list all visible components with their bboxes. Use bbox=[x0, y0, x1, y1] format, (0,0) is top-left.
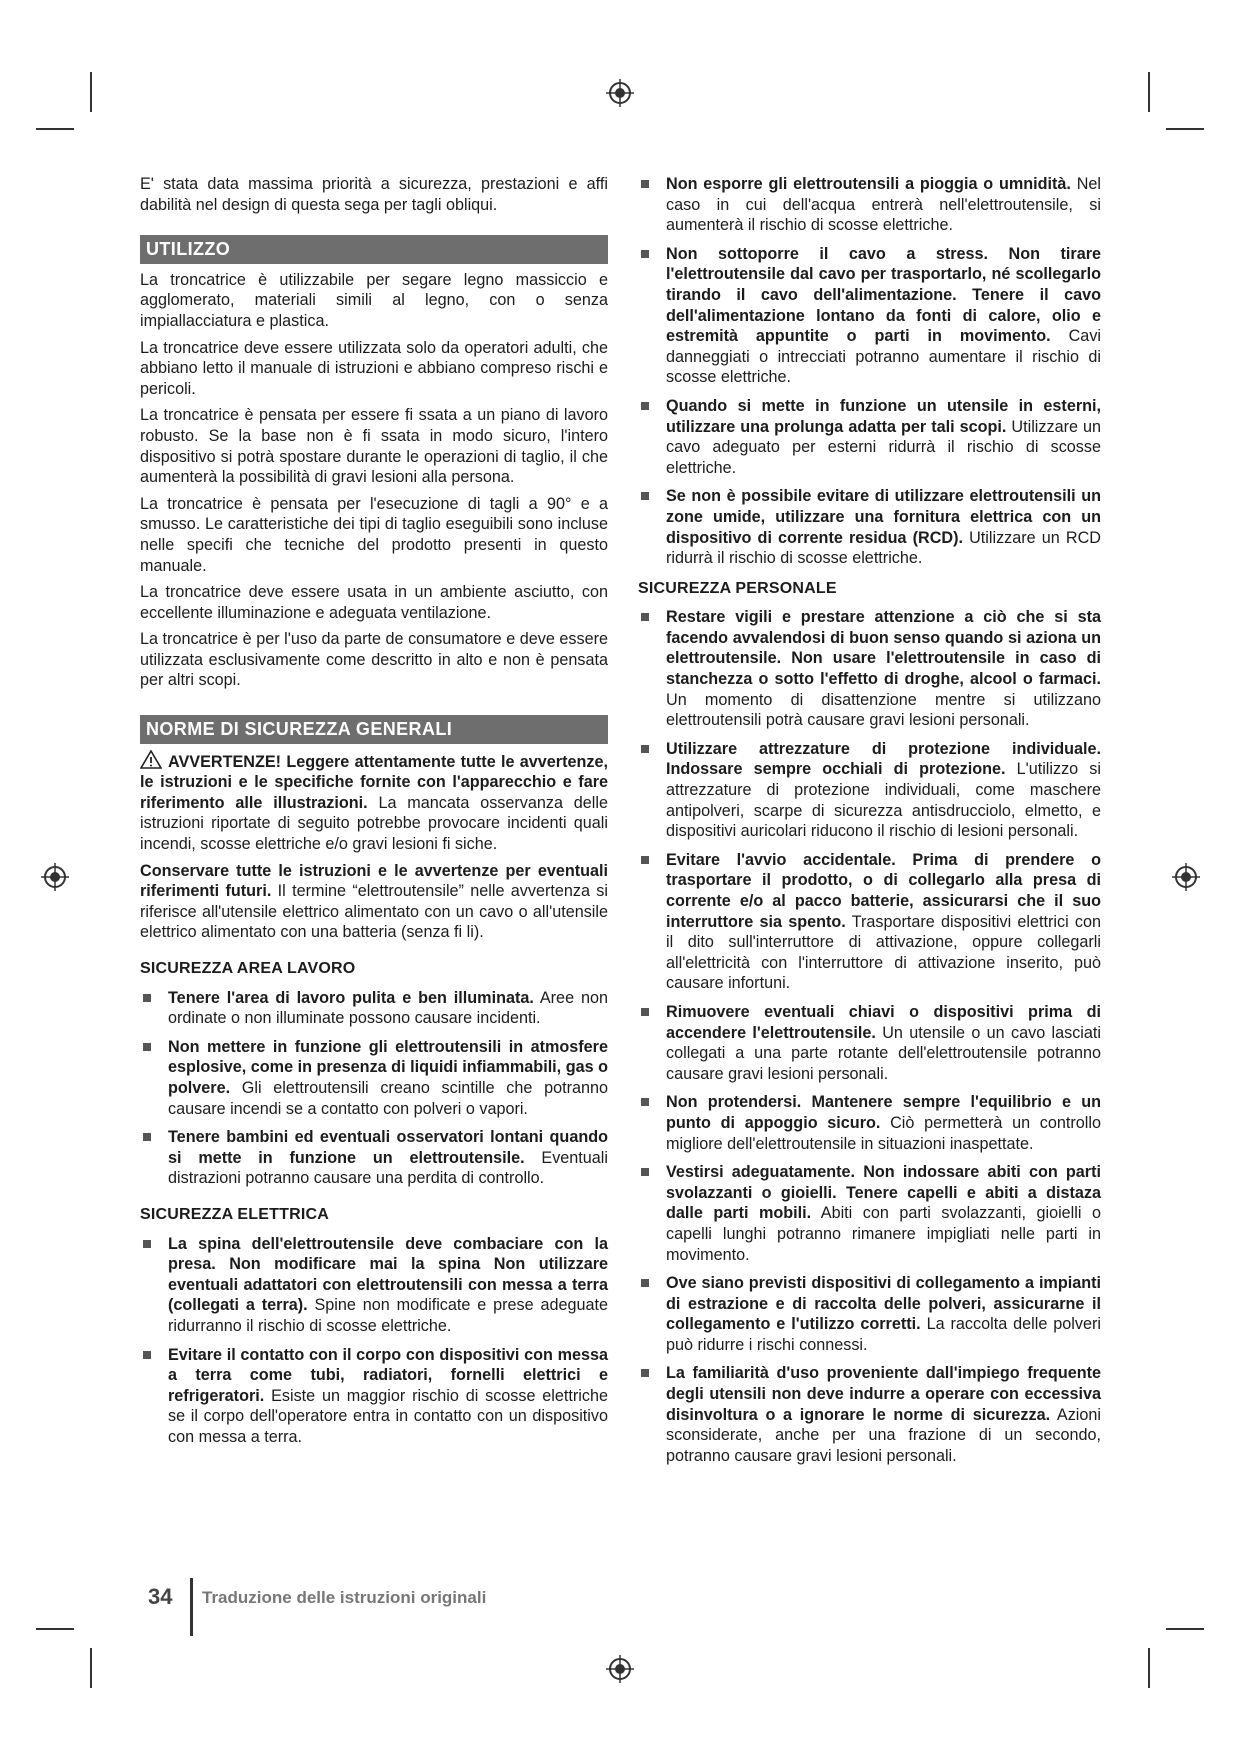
right-column bbox=[638, 174, 1101, 1474]
registration-mark-icon bbox=[40, 862, 70, 892]
footer-divider bbox=[190, 1578, 193, 1636]
list-item: Ove siano previsti dispositivi di collegamento a impianti di estrazione e di raccolta delle polveri, assicurarne il collegamento e l'utilizzo corretti. La raccolta delle polveri può ridurre i rischi connessi. bbox=[638, 1273, 1101, 1355]
keep-bold-text: Conservare tutte le istruzioni e le avvertenze per eventuali riferimenti futuri. bbox=[140, 861, 608, 901]
crop-mark-bottom-right-horizontal bbox=[1166, 1628, 1204, 1630]
list-item: Non mettere in funzione gli elettroutensili in atmosfere esplosive, come in presenza di liquidi infiammabili, gas o polvere. Gli elettroutensili creano scintille che potranno causare incendi se a contatto con polveri o vapori. bbox=[140, 1037, 608, 1119]
square-bullet-icon bbox=[641, 745, 649, 753]
crop-mark-top-right-vertical bbox=[1148, 72, 1150, 112]
list-item: Tenere l'area di lavoro pulita e ben illuminata. Aree non ordinate o non illuminate possono causare incidenti. bbox=[140, 988, 608, 1029]
square-bullet-icon bbox=[641, 1098, 649, 1106]
list-item: Evitare l'avvio accidentale. Prima di prendere o trasportare il prodotto, o di collegarlo alla presa di corrente e/o al pacco batterie, assicurarsi che il suo interruttore sia spento. Trasportare dispositivi elettrici con il dito sull'interruttore di attivazione, oppure collegarli all'elettricità con l'interruttore di attivazione inserito, può causare infortuni. bbox=[638, 850, 1101, 994]
warning-bold-text: AVVERTENZE! Leggere attentamente tutte le avvertenze, le istruzioni e le specifiche fornite con l'apparecchio e fare riferimento alle illustrazioni. bbox=[140, 752, 608, 812]
list-item: Utilizzare attrezzature di protezione individuale. Indossare sempre occhiali di protezione. L'utilizzo si attrezzature di protezione individuali, come maschere antipolveri, scarpe di sicurezza antisdrucciolo, elmetto, e dispositivi auricolari riducono il rischio di lesioni personali. bbox=[638, 739, 1101, 842]
subheading-area-lavoro: SICUREZZA AREA LAVORO bbox=[140, 960, 356, 977]
list-item: Rimuovere eventuali chiavi o dispositivi prima di accendere l'elettroutensile. Un utensile o un cavo lasciati collegati a una parte rotante dell'elettroutensile potranno causare gravi lesioni personali. bbox=[638, 1002, 1101, 1084]
square-bullet-icon bbox=[143, 1240, 151, 1248]
warning-text: La mancata osservanza delle istruzioni riportate di seguito potrebbe provocare incidenti quali incendi, scosse elettriche e/o gravi lesioni fi siche. bbox=[140, 793, 609, 854]
square-bullet-icon bbox=[641, 856, 649, 864]
personale-list bbox=[638, 607, 1101, 1466]
list-item: Non esporre gli elettroutensili a pioggia o umnidità. Nel caso in cui dell'acqua entrerà nell'elettroutensile, si aumenterà il rischio di scosse elettriche. bbox=[638, 174, 1101, 236]
registration-mark-icon bbox=[605, 1654, 635, 1684]
list-item: Tenere bambini ed eventuali osservatori lontani quando si mette in funzione un elettroutensile. Eventuali distrazioni potranno causare una perdita di controllo. bbox=[140, 1127, 608, 1189]
list-item: Non sottoporre il cavo a stress. Non tirare l'elettroutensile dal cavo per trasportarlo, né scollegarlo tirando il cavo dell'alimentazione. Tenere il cavo dell'alimentazione lontano da fonti di calore, olio e estremità appuntite o parti in movimento. Cavi danneggiati o intrecciati potranno aumentare il rischio di scosse elettriche. bbox=[638, 244, 1101, 388]
subheading-elettrica: SICUREZZA ELETTRICA bbox=[140, 1205, 329, 1223]
section-header-utilizzo: UTILIZZO bbox=[140, 235, 608, 264]
intro-paragraph: E' stata data massima priorità a sicurezza, prestazioni e affi dabilità nel design di questa sega per tagli obliqui. bbox=[140, 175, 608, 214]
square-bullet-icon bbox=[641, 250, 649, 258]
square-bullet-icon bbox=[641, 1168, 649, 1176]
keep-instructions-paragraph bbox=[140, 861, 608, 943]
square-bullet-icon bbox=[641, 1369, 649, 1377]
elettrica-list-left bbox=[140, 1234, 608, 1448]
list-item: La familiarità d'uso proveniente dall'impiego frequente degli utensili non deve indurre a operare con eccessiva disinvoltura o a ignorare le norme di sicurezza. Azioni sconsiderate, anche per una frazione di un secondo, potranno causare gravi lesioni personali. bbox=[638, 1363, 1101, 1466]
footer-caption: Traduzione delle istruzioni originali bbox=[202, 1588, 487, 1607]
registration-mark-icon bbox=[605, 78, 635, 108]
square-bullet-icon bbox=[143, 1351, 151, 1359]
crop-mark-bottom-left-vertical bbox=[90, 1648, 92, 1688]
warning-triangle-icon bbox=[140, 750, 162, 769]
square-bullet-icon bbox=[641, 402, 649, 410]
elettrica-list-right bbox=[638, 174, 1101, 569]
square-bullet-icon bbox=[641, 1008, 649, 1016]
list-item: La spina dell'elettroutensile deve combaciare con la presa. Non modificare mai la spina Non utilizzare eventuali adattatori con elettroutensili con messa a terra (collegati a terra). Spine non modificate e prese adeguate ridurranno il rischio di scosse elettriche. bbox=[140, 1234, 608, 1337]
keep-text: Il termine “elettroutensile” nelle avvertenza si riferisce all'utensile elettrico alimentato con un cavo o all'utensile elettrico alimentato con una batteria (senza fi li). bbox=[140, 882, 608, 942]
left-column bbox=[140, 174, 608, 1455]
list-item: Restare vigili e prestare attenzione a ciò che si sta facendo avvalendosi di buon senso quando si aziona un elettroutensile. Non usare l'elettroutensile in caso di stanchezza o sotto l'effetto di droghe, alcool o farmaci. Un momento di disattenzione mentre si utilizzano elettroutensili potrà causare gravi lesioni personali. bbox=[638, 607, 1101, 731]
page-number: 34 bbox=[148, 1584, 173, 1609]
square-bullet-icon bbox=[143, 994, 151, 1002]
square-bullet-icon bbox=[641, 180, 649, 188]
utilizzo-paragraph: La troncatrice è per l'uso da parte de consumatore e deve essere utilizzata esclusivamente come descritto in alto e non è pensata per altri scopi. bbox=[140, 630, 608, 690]
square-bullet-icon bbox=[641, 1279, 649, 1287]
square-bullet-icon bbox=[641, 613, 649, 621]
warning-paragraph bbox=[140, 750, 608, 855]
list-item: Evitare il contatto con il corpo con dispositivi con messa a terra come tubi, radiatori, fornelli elettrici e refrigeratori. Esiste un maggior rischio di scosse elettriche se il corpo dell'operatore entra in contatto con un dispositivo con messa a terra. bbox=[140, 1345, 608, 1448]
crop-mark-top-left-horizontal bbox=[36, 128, 74, 130]
crop-mark-bottom-left-horizontal bbox=[36, 1628, 74, 1630]
utilizzo-paragraph: La troncatrice è pensata per l'esecuzione di tagli a 90° e a smusso. Le caratteristiche dei tipi di taglio eseguibili sono incluse nelle specifi che tecniche del prodotto presenti in questo manuale. bbox=[140, 494, 608, 575]
utilizzo-paragraph: La troncatrice deve essere utilizzata solo da operatori adulti, che abbiano letto il manuale di istruzioni e abbiano compreso rischi e pericoli. bbox=[140, 338, 608, 398]
crop-mark-top-left-vertical bbox=[90, 72, 92, 112]
list-item: Quando si mette in funzione un utensile in esterni, utilizzare una prolunga adatta per tali scopi. Utilizzare un cavo adeguato per esterni ridurrà il rischio di scosse elettriche. bbox=[638, 396, 1101, 478]
registration-mark-icon bbox=[1171, 862, 1201, 892]
list-item: Non protendersi. Mantenere sempre l'equilibrio e un punto di appoggio sicuro. Ciò permetterà un controllo migliore dell'elettroutensile in situazioni inaspettate. bbox=[638, 1092, 1101, 1154]
square-bullet-icon bbox=[641, 492, 649, 500]
crop-mark-top-right-horizontal bbox=[1166, 128, 1204, 130]
crop-mark-bottom-right-vertical bbox=[1148, 1648, 1150, 1688]
list-item: Se non è possibile evitare di utilizzare elettroutensili un zone umide, utilizzare una fornitura elettrica con un dispositivo di corrente residua (RCD). Utilizzare un RCD ridurrà il rischio di scosse elettriche. bbox=[638, 486, 1101, 568]
area-lavoro-list bbox=[140, 988, 608, 1189]
utilizzo-paragraph: La troncatrice è pensata per essere fi ssata a un piano di lavoro robusto. Se la base non è fi ssata in modo sicuro, l'intero dispositivo si potrà spostare durante le operazioni di taglio, il che aumenterà la possibilità di gravi lesioni alla persona. bbox=[140, 406, 608, 487]
utilizzo-paragraph: La troncatrice è utilizzabile per segare legno massiccio e agglomerato, materiali simili al legno, con o senza impiallacciatura e plastica. bbox=[140, 270, 608, 330]
subheading-personale: SICUREZZA PERSONALE bbox=[638, 579, 837, 597]
list-item: Vestirsi adeguatamente. Non indossare abiti con parti svolazzanti o gioielli. Tenere capelli e abiti a distaza dalle parti mobili. Abiti con parti svolazzanti, gioielli o capelli lunghi potranno rimanere impigliati nelle parti in movimento. bbox=[638, 1162, 1101, 1265]
square-bullet-icon bbox=[143, 1133, 151, 1141]
utilizzo-paragraph: La troncatrice deve essere usata in un ambiente asciutto, con eccellente illuminazione e adeguata ventilazione. bbox=[140, 583, 608, 622]
square-bullet-icon bbox=[143, 1043, 151, 1051]
section-header-norme: NORME DI SICUREZZA GENERALI bbox=[140, 715, 608, 744]
